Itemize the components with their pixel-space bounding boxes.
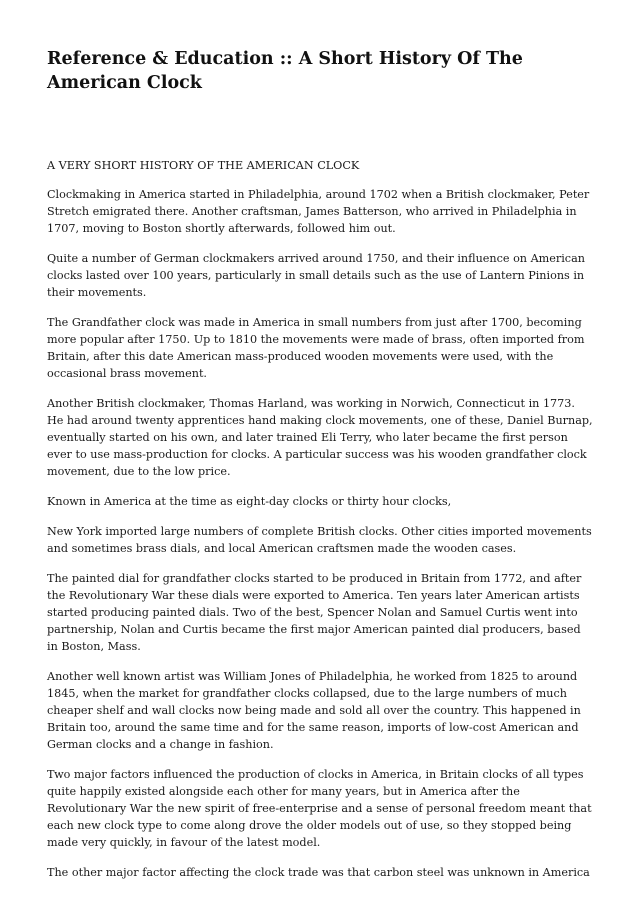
paragraph: Another well known artist was William Jones of Philadelphia, he worked from 1825 to around 1845, when the market for grandfather clocks collapsed, due to the large numbers of much cheaper shelf and wall clocks now being made and sold all over the country. This happened in Britain too, around the same time and for the same reason, imports of low-cost American and German clocks and a change in fashion.: [47, 670, 581, 751]
document-body: [47, 186, 593, 894]
paragraph: The other major factor affecting the clock trade was that carbon steel was unknown in America: [47, 866, 590, 879]
paragraph: Quite a number of German clockmakers arrived around 1750, and their influence on American clocks lasted over 100 years, particularly in small details such as the use of Lantern Pinions in their movements.: [47, 252, 585, 299]
document-title: Reference & Education :: A Short History Of The American Clock: [47, 49, 523, 93]
section-heading: A VERY SHORT HISTORY OF THE AMERICAN CLOCK: [47, 159, 360, 172]
paragraph: Another British clockmaker, Thomas Harland, was working in Norwich, Connecticut in 1773. He had around twenty apprentices hand making clock movements, one of these, Daniel Burnap, eventually started on his own, and later trained Eli Terry, who later became the first person ever to use mass-production for clocks. A particular success was his wooden grandfather clock movement, due to the low price.: [47, 397, 593, 478]
paragraph: The painted dial for grandfather clocks started to be produced in Britain from 1772, and after the Revolutionary War these dials were exported to America. Ten years later American artists started producing painted dials. Two of the best, Spencer Nolan and Samuel Curtis went into partnership, Nolan and Curtis became the first major American painted dial producers, based in Boston, Mass.: [47, 572, 582, 653]
paragraph: Clockmaking in America started in Philadelphia, around 1702 when a British clockmaker, Peter Stretch emigrated there. Another craftsman, James Batterson, who arrived in Philadelphia in 1707, moving to Boston shortly afterwards, followed him out.: [47, 188, 590, 235]
document-page: [47, 47, 593, 879]
paragraph: Known in America at the time as eight-day clocks or thirty hour clocks,: [47, 495, 452, 508]
paragraph: Two major factors influenced the production of clocks in America, in Britain clocks of all types quite happily existed alongside each other for many years, but in America after the Revolutionary War the new spirit of free-enterprise and a sense of personal freedom meant that each new clock type to come along drove the older models out of use, so they stopped being made very quickly, in favour of the latest model.: [47, 768, 592, 849]
paragraph: New York imported large numbers of complete British clocks. Other cities imported movements and sometimes brass dials, and local American craftsmen made the wooden cases.: [47, 525, 592, 555]
paragraph: The Grandfather clock was made in America in small numbers from just after 1700, becoming more popular after 1750. Up to 1810 the movements were made of brass, often imported from Britain, after this date American mass-produced wooden movements were used, with the occasional brass movement.: [47, 316, 585, 380]
